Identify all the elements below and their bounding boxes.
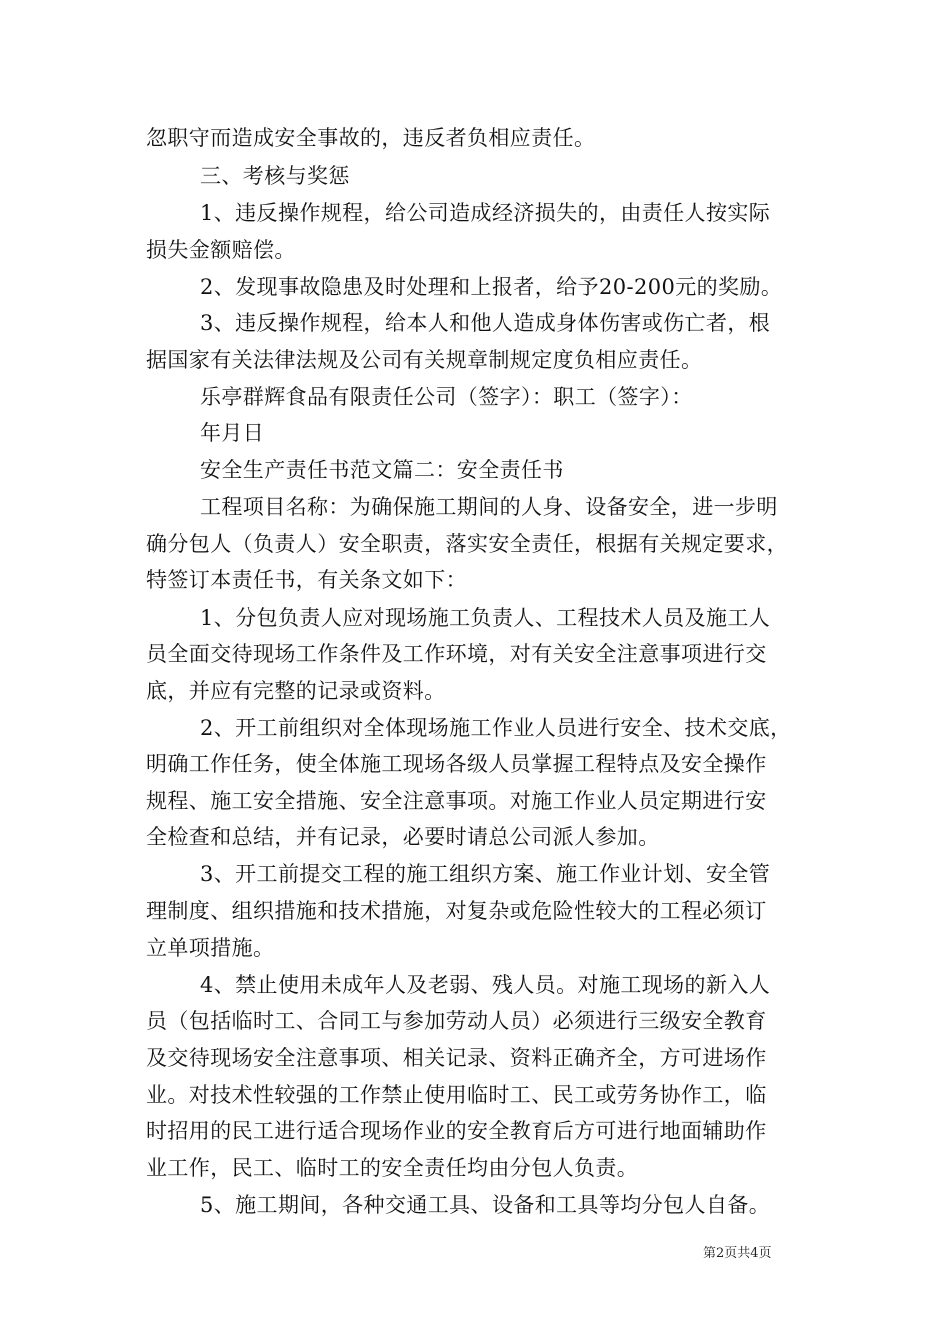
text-line: 全检查和总结，并有记录，必要时请总公司派人参加。 bbox=[146, 825, 660, 849]
text-line: 据国家有关法律法规及公司有关规章制规定度负相应责任。 bbox=[146, 348, 703, 372]
text-line: 业。对技术性较强的工作禁止使用临时工、民工或劳务协作工，临 bbox=[146, 1083, 767, 1107]
text-line: 忽职守而造成安全事故的，违反者负相应责任。 bbox=[146, 126, 596, 150]
text-line: 损失金额赔偿。 bbox=[146, 238, 296, 262]
text-line: 1、分包负责人应对现场施工负责人、工程技术人员及施工人 bbox=[200, 606, 771, 630]
text-line: 立单项措施。 bbox=[146, 936, 275, 960]
text-line: 及交待现场安全注意事项、相关记录、资料正确齐全，方可进场作 bbox=[146, 1046, 767, 1070]
text-line: 员（包括临时工、合同工与参加劳动人员）必须进行三级安全教育 bbox=[146, 1009, 767, 1033]
text-line: 1、违反操作规程，给公司造成经济损失的，由责任人按实际 bbox=[200, 201, 771, 225]
text-line: 2、发现事故隐患及时处理和上报者，给予20-200元的奖励。 bbox=[200, 275, 783, 299]
text-line: 4、禁止使用未成年人及老弱、残人员。对施工现场的新入人 bbox=[200, 973, 771, 997]
text-line: 规程、施工安全措施、安全注意事项。对施工作业人员定期进行安 bbox=[146, 789, 767, 813]
text-line: 底，并应有完整的记录或资料。 bbox=[146, 679, 446, 703]
date-line: 年月日 bbox=[200, 421, 265, 445]
text-line: 2、开工前组织对全体现场施工作业人员进行安全、技术交底， bbox=[200, 716, 792, 740]
signature-line: 乐亭群辉食品有限责任公司（签字）：职工（签字）： bbox=[200, 385, 693, 409]
text-line: 特签订本责任书，有关条文如下： bbox=[146, 568, 467, 592]
text-line: 确分包人（负责人）安全职责，落实安全责任，根据有关规定要求， bbox=[146, 532, 788, 556]
text-line: 3、开工前提交工程的施工组织方案、施工作业计划、安全管 bbox=[200, 862, 771, 886]
text-line: 5、施工期间，各种交通工具、设备和工具等均分包人自备。 bbox=[200, 1193, 771, 1217]
text-line: 时招用的民工进行适合现场作业的安全教育后方可进行地面辅助作 bbox=[146, 1119, 767, 1143]
text-line: 明确工作任务，使全体施工现场各级人员掌握工程特点及安全操作 bbox=[146, 752, 767, 776]
page-number: 第2页共4页 bbox=[703, 1246, 772, 1261]
text-line: 理制度、组织措施和技术措施，对复杂或危险性较大的工程必须订 bbox=[146, 899, 767, 923]
document-title: 安全生产责任书范文篇二：安全责任书 bbox=[200, 458, 564, 482]
text-line: 工程项目名称：为确保施工期间的人身、设备安全，进一步明 bbox=[200, 495, 778, 519]
text-line: 业工作，民工、临时工的安全责任均由分包人负责。 bbox=[146, 1156, 639, 1180]
text-line: 3、违反操作规程，给本人和他人造成身体伤害或伤亡者，根 bbox=[200, 311, 771, 335]
section-heading: 三、考核与奖惩 bbox=[200, 164, 350, 188]
text-line: 员全面交待现场工作条件及工作环境，对有关安全注意事项进行交 bbox=[146, 642, 767, 666]
